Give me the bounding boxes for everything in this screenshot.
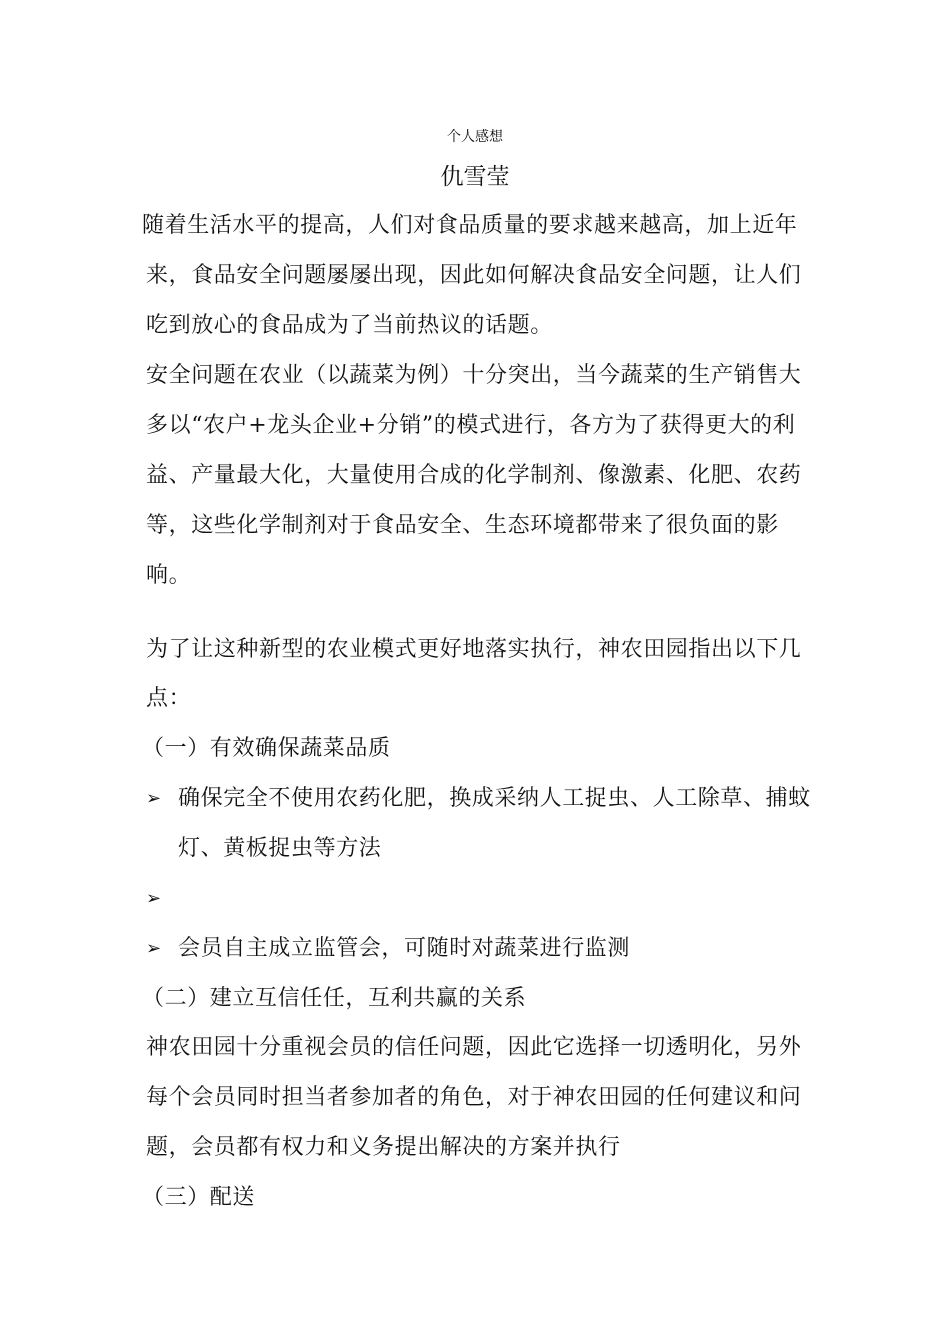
- section-heading: （二）建立互信任任，互利共赢的关系: [142, 986, 527, 1011]
- paragraph-line: 吃到放心的食品成为了当前热议的话题。: [146, 313, 553, 338]
- bullet-item-line: 确保完全不使用农药化肥，换成采纳人工捉虫、人工除草、捕蚊: [178, 786, 811, 811]
- bullet-item-line: 会员自主成立监管会，可随时对蔬菜进行监测: [178, 936, 631, 961]
- paragraph-line: 每个会员同时担当者参加者的角色，对于神农田园的任何建议和问: [146, 1085, 802, 1110]
- paragraph-line: 神农田园十分重视会员的信任问题，因此它选择一切透明化，另外: [146, 1035, 802, 1060]
- paragraph-line: 题，会员都有权力和义务提出解决的方案并执行: [146, 1135, 621, 1160]
- paragraph-line: 为了让这种新型的农业模式更好地落实执行，神农田园指出以下几: [146, 637, 802, 662]
- bullet-item-line: 灯、黄板捉虫等方法: [178, 836, 382, 861]
- paragraph-line: 随着生活水平的提高，人们对食品质量的要求越来越高，加上近年: [142, 213, 798, 238]
- paragraph-line: 等，这些化学制剂对于食品安全、生态环境都带来了很负面的影: [146, 513, 779, 538]
- section-heading: （三）配送: [142, 1185, 256, 1210]
- author-name: 仇雪莹: [440, 164, 510, 190]
- section-heading: （一）有效确保蔬菜品质: [142, 736, 391, 761]
- bullet-arrow-icon: ➢: [146, 888, 162, 909]
- paragraph-line: 来，食品安全问题屡屡出现，因此如何解决食品安全问题，让人们: [146, 263, 802, 288]
- paragraph-line: 多以“农户+龙头企业+分销”的模式进行，各方为了获得更大的利: [146, 413, 796, 438]
- paragraph-line: 响。: [146, 563, 192, 588]
- bullet-arrow-icon: ➢: [146, 938, 162, 959]
- paragraph-line: 益、产量最大化，大量使用合成的化学制剂、像激素、化肥、农药: [146, 463, 802, 488]
- paragraph-line: 安全问题在农业（以蔬菜为例）十分突出，当今蔬菜的生产销售大: [146, 363, 802, 388]
- paragraph-line: 点：: [146, 686, 192, 711]
- bullet-arrow-icon: ➢: [146, 788, 162, 809]
- document-header: 个人感想: [447, 129, 503, 145]
